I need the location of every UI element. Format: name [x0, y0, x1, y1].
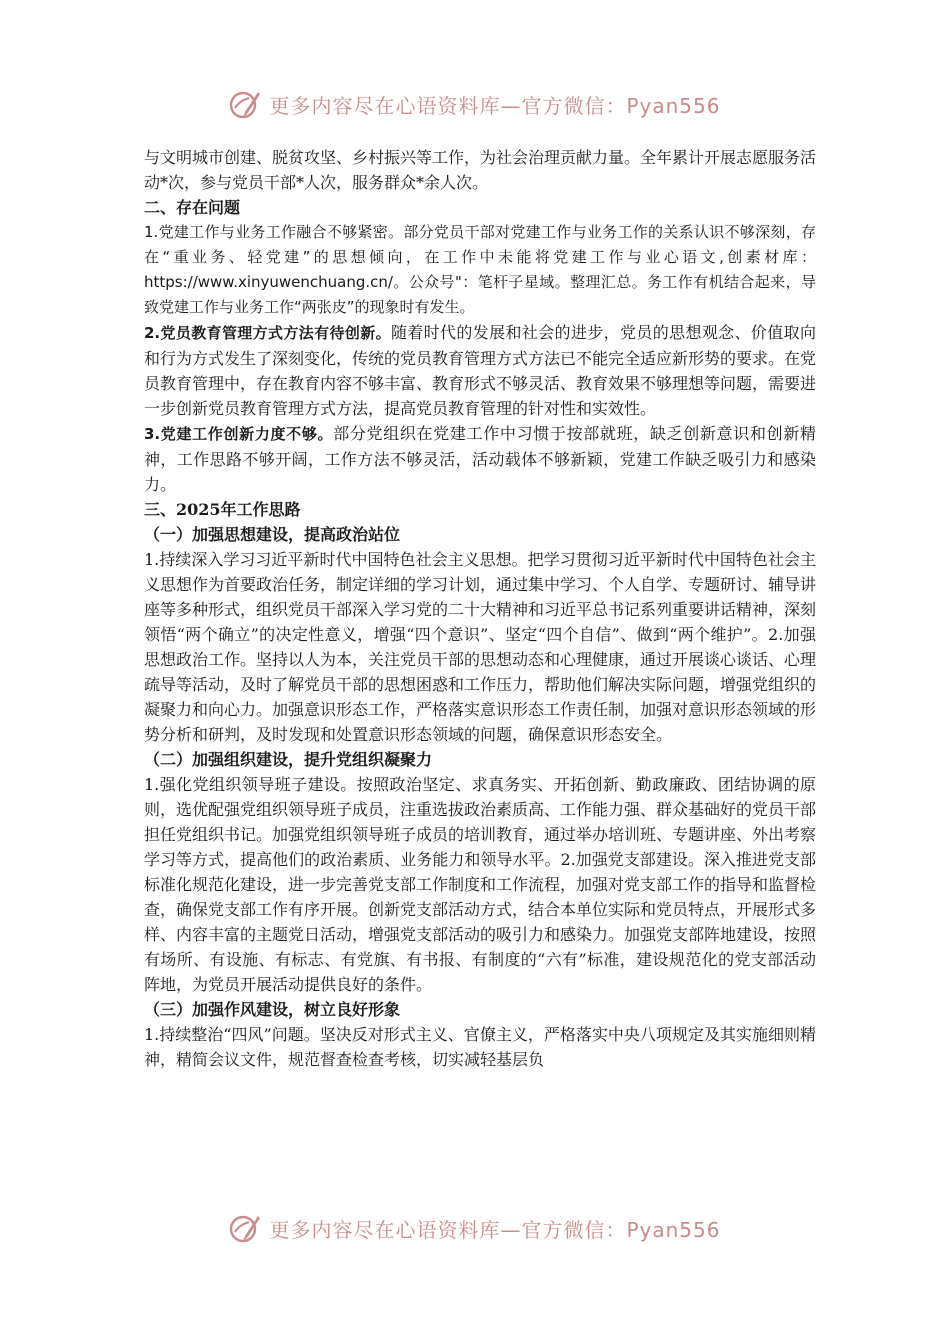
- watermark-text: 更多内容尽在心语资料库—官方微信：Pyan556: [269, 93, 721, 118]
- paragraph-conduct: 1.持续整治“四风”问题。坚决反对形式主义、官僚主义，严格落实中央八项规定及其实施细则精神，精简会议文件，规范督查检查考核，切实减轻基层负: [144, 1025, 816, 1069]
- watermark-text: 更多内容尽在心语资料库—官方微信：Pyan556: [269, 1217, 721, 1242]
- problem-2-title: 2.党员教育管理方式方法有待创新。: [144, 324, 391, 342]
- watermark-header: [0, 84, 950, 124]
- subheading-conduct: （三）加强作风建设，树立良好形象: [144, 1000, 401, 1019]
- paragraph-problem-1: 1.党建工作与业务工作融合不够紧密。部分党员干部对党建工作与业务工作的关系认识不够深刻，存在“重业务、轻党建”的思想倾向，在工作中未能将党建工作与业心语文,创素材库：https://www.xinyuwenchuang.cn/。公众号"：笔杆子星域。整理汇总。务工作有机结合起来，导致党建工作与业务工作“两张皮”的现象时有发生。: [144, 223, 816, 316]
- paragraph-problem-3: [144, 421, 816, 497]
- subheading-organization: （二）加强组织建设，提升党组织凝聚力: [144, 750, 433, 769]
- problem-2-text: 随着时代的发展和社会的进步，党员的思想观念、价值取向和行为方式发生了深刻变化，传统的党员教育管理方式方法已不能完全适应新形势的要求。在党员教育管理中，存在教育内容不够丰富、教育形式不够灵活、教育效果不够理想等问题，需要进一步创新党员教育管理方式方法，提高党员教育管理的针对性和实效性。: [144, 323, 817, 418]
- paragraph-organization: 1.强化党组织领导班子建设。按照政治坚定、求真务实、开拓创新、勤政廉政、团结协调的原则，选优配强党组织领导班子成员，注重选拔政治素质高、工作能力强、群众基础好的党员干部担任党组织书记。加强党组织领导班子成员的培训教育，通过举办培训班、专题讲座、外出考察学习等方式，提高他们的政治素质、业务能力和领导水平。2.加强党支部建设。深入推进党支部标准化规范化建设，进一步完善党支部工作制度和工作流程，加强对党支部工作的指导和监督检查，确保党支部工作有序开展。创新党支部活动方式，结合本单位实际和党员特点，开展形式多样、内容丰富的主题党日活动，增强党支部活动的吸引力和感染力。加强党支部阵地建设，按照有场所、有设施、有标志、有党旗、有书报、有制度的“六有”标准，建设规范化的党支部活动阵地，为党员开展活动提供良好的条件。: [144, 775, 817, 994]
- writing-hand-logo-icon: [229, 1212, 261, 1244]
- document-body: [144, 145, 816, 1072]
- heading-problems: 二、存在问题: [144, 198, 241, 217]
- writing-hand-logo-icon: [229, 88, 261, 120]
- watermark-footer: [0, 1208, 950, 1248]
- paragraph-volunteer-summary: 与文明城市创建、脱贫攻坚、乡村振兴等工作，为社会治理贡献力量。全年累计开展志愿服务活动*次，参与党员干部*人次，服务群众*余人次。: [144, 148, 817, 192]
- subheading-ideology: （一）加强思想建设，提高政治站位: [144, 525, 401, 544]
- heading-work-plan: 三、2025年工作思路: [144, 500, 301, 519]
- paragraph-problem-2: [144, 320, 816, 421]
- problem-3-text: 部分党组织在党建工作中习惯于按部就班，缺乏创新意识和创新精神，工作思路不够开阔，工作方法不够灵活，活动载体不够新颖，党建工作缺乏吸引力和感染力。: [144, 424, 816, 494]
- paragraph-ideology: 1.持续深入学习习近平新时代中国特色社会主义思想。把学习贯彻习近平新时代中国特色社会主义思想作为首要政治任务，制定详细的学习计划，通过集中学习、个人自学、专题研讨、辅导讲座等多种形式，组织党员干部深入学习党的二十大精神和习近平总书记系列重要讲话精神，深刻领悟“两个确立”的决定性意义，增强“四个意识”、坚定“四个自信”、做到“两个维护”。2.加强思想政治工作。坚持以人为本，关注党员干部的思想动态和心理健康，通过开展谈心谈话、心理疏导等活动，及时了解党员干部的思想困惑和工作压力，帮助他们解决实际问题，增强党组织的凝聚力和向心力。加强意识形态工作，严格落实意识形态工作责任制，加强对意识形态领域的形势分析和研判，及时发现和处置意识形态领域的问题，确保意识形态安全。: [144, 550, 817, 744]
- problem-3-title: 3.党建工作创新力度不够。: [144, 425, 334, 443]
